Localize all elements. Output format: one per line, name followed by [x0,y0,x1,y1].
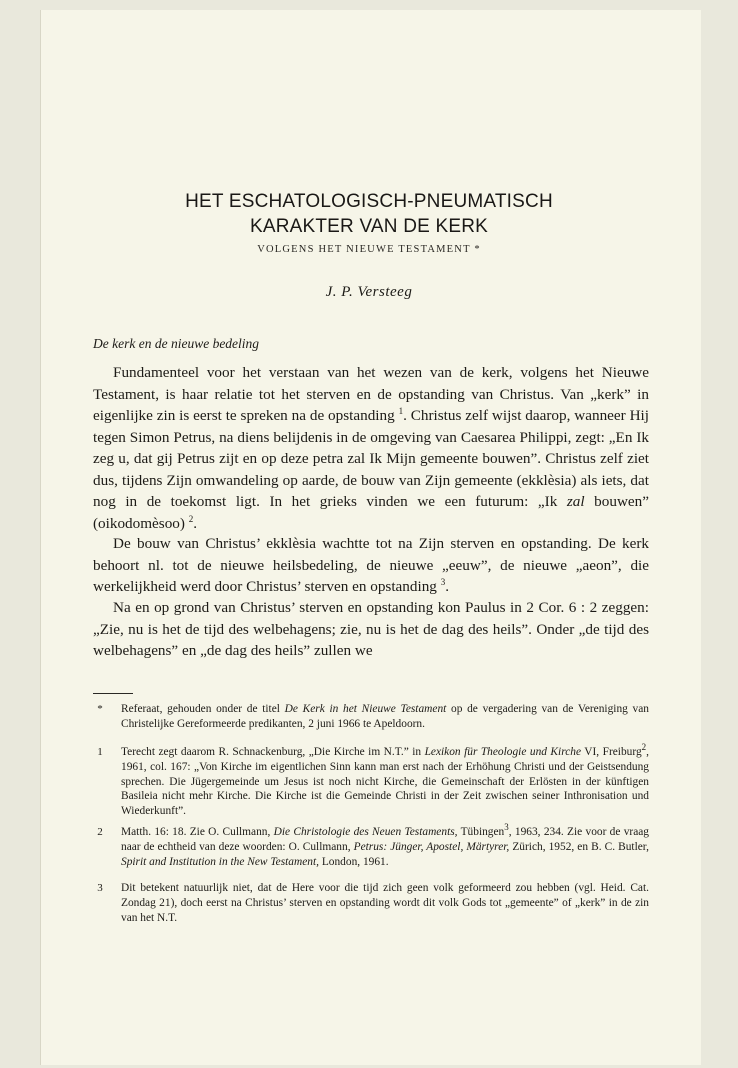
author-name: J. P. Versteeg [325,284,413,300]
footnote-1: 1 Terecht zegt daarom R. Schnackenburg, „Die Kirche im N.T.” in Lexikon für Theologie und Kirche VI, Freiburg$^2$, 1961, col. 167: „Von Kirche im eigentlichen Sinn kann man erst nach der Erhöhung Christi und der Geistsendung sprechen. Die Jügergemeinde um Jesus ist noch nicht Kirche, die Gemeinschaft der Erlösten in der künftigen Basileia nicht mehr Kirche. Die Kirche ist die Gemeinde Christi in der Zeit zwischen seiner Inthronisation und Wiederkunft”. [93,745,649,819]
article-title-line-2: KARAKTER VAN DE KERK [249,216,489,237]
body-paragraph-2: De bouw van Christus’ ekklèsia wachtte tot na Zijn sterven en opstanding. De kerk behoort nl. tot de nieuwe heilsbedeling, de nieuwe „eeuw”, de nieuwe „aeon”, die werkelijkheid werd door Christus’ sterven en opstanding $^3$. [93,535,649,595]
article-title-line-1: HET ESCHATOLOGISCH-PNEUMATISCH [185,191,553,212]
footnote-star: * Referaat, gehouden onder de titel De Kerk in het Nieuwe Testament op de vergadering van de Vereniging van Christelijke Gereformeerde predikanten, 2 juni 1966 te Apeldoorn. [93,702,649,732]
article-subtitle: VOLGENS HET NIEUWE TESTAMENT * [257,244,481,255]
footnote-marker: 1 [97,746,103,758]
body-paragraph-1: Fundamenteel voor het verstaan van het wezen van de kerk, volgens het Nieuwe Testament, is haar relatie tot het sterven en de opstanding van Christus. Van „kerk” in eigenlijke zin is eerst te spreken na de opstanding $^1$. Christus zelf wijst daarop, wanneer Hij tegen Simon Petrus, na diens belijdenis in de omgeving van Caesarea Philippi, zegt: „En Ik zeg u, dat gij Petrus zijt en op deze petra zal Ik Mijn gemeente bouwen”. Christus zelf ziet dus, tijdens Zijn omwandeling op aarde, de bouw van Zijn gemeente (ekklèsia) als iets, dat nog in de toekomst ligt. In het grieks vinden we een futurum: „Ik zal bouwen” (oikodomèsoo) $^2$. [93,364,649,532]
footnote-ref-3: 3 [440,576,446,587]
footnote-3: 3 Dit betekent natuurlijk niet, dat de Here voor die tijd zich geen volk geformeerd zou hebben (vgl. Heid. Cat. Zondag 21), doch eerst na Christus’ sterven en opstanding wordt dit volk Gods tot „gemeente” of „kerk” in de zin van het N.T. [93,881,649,925]
footnote-ref-2: 2 [188,513,194,524]
footnote-marker: 3 [97,882,103,894]
footnote-marker: 2 [97,826,103,838]
section-heading: De kerk en de nieuwe bedeling [93,336,260,351]
footnote-ref-1: 1 [398,405,404,416]
footnote-divider [93,693,133,694]
footnote-marker: * [97,703,103,715]
body-paragraph-3: Na en op grond van Christus’ sterven en opstanding kon Paulus in 2 Cor. 6 : 2 zeggen: „Zie, nu is het de tijd des welbehagens; zie, nu is het de dag des heils”. Onder „de tijd des welbehagens” en „de dag des heils” zullen we [93,599,649,659]
footnote-2: 2 Matth. 16: 18. Zie O. Cullmann, Die Christologie des Neuen Testaments, Tübingen$^3$, 1963, 234. Zie voor de vraag naar de echtheid van deze woorden: O. Cullmann, Petrus: Jünger, Apostel, Märtyrer, Zürich, 1952, en B. C. Butler, Spirit and Institution in the New Testament, London, 1961. [93,825,649,869]
